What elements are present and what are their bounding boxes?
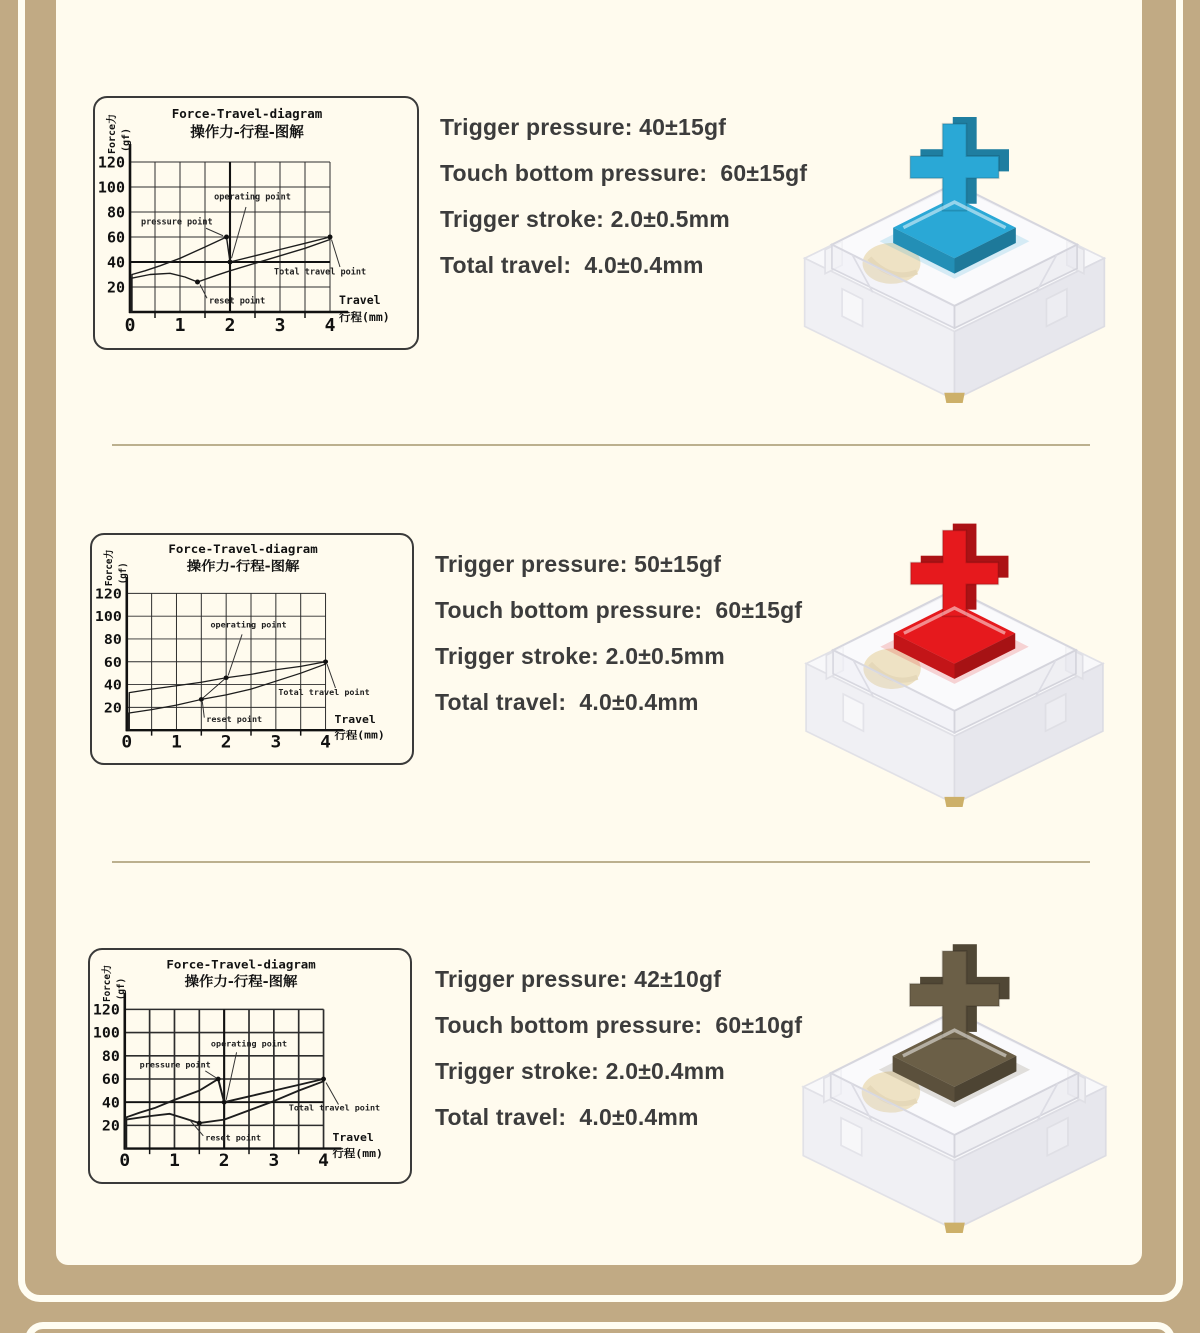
svg-text:操作力-行程-图解: 操作力-行程-图解	[184, 974, 298, 991]
svg-text:1: 1	[169, 1151, 180, 1172]
force-travel-diagram-svg	[90, 950, 410, 1182]
svg-text:20: 20	[101, 1118, 120, 1135]
svg-text:reset point: reset point	[206, 714, 263, 725]
svg-text:2: 2	[220, 733, 232, 753]
total-travel-spec: Total travel: 4.0±0.4mm	[435, 689, 699, 715]
svg-text:2: 2	[224, 315, 236, 336]
svg-text:Total travel point: Total travel point	[288, 1102, 381, 1113]
trigger-pressure-spec: Trigger pressure: 42±10gf	[435, 966, 722, 992]
svg-text:60: 60	[101, 1072, 120, 1088]
svg-text:Total travel point: Total travel point	[274, 267, 367, 278]
svg-text:(gf): (gf)	[121, 127, 132, 153]
svg-text:0: 0	[121, 733, 133, 753]
svg-text:3: 3	[274, 315, 286, 336]
touch-bottom-pressure-spec: Touch bottom pressure: 60±10gf	[435, 1012, 803, 1038]
svg-text:0: 0	[124, 315, 136, 336]
force-travel-diagram-svg	[95, 98, 417, 348]
svg-text:Travel: Travel	[332, 1131, 374, 1145]
brown-switch-image	[782, 915, 1127, 1233]
total-travel-spec: Total travel: 4.0±0.4mm	[440, 252, 704, 278]
svg-text:Force力: Force力	[107, 113, 118, 155]
svg-text:Force-Travel-diagram: Force-Travel-diagram	[166, 957, 316, 972]
svg-text:Force-Travel-diagram: Force-Travel-diagram	[168, 542, 318, 557]
red-switch-image	[782, 495, 1127, 807]
svg-text:(gf): (gf)	[115, 977, 127, 1001]
svg-text:Force力: Force力	[101, 964, 113, 1003]
svg-text:1: 1	[171, 733, 182, 753]
svg-text:2: 2	[218, 1151, 230, 1172]
blue-switch-image	[782, 88, 1127, 403]
spec-list-blue	[440, 112, 807, 281]
svg-text:40: 40	[106, 253, 125, 272]
svg-text:行程(mm): 行程(mm)	[332, 1147, 383, 1160]
svg-text:120: 120	[94, 586, 122, 603]
svg-text:3: 3	[268, 1151, 280, 1172]
svg-text:Travel: Travel	[339, 293, 381, 307]
svg-text:40: 40	[103, 678, 122, 694]
trigger-pressure-spec: Trigger pressure: 50±15gf	[435, 551, 722, 577]
trigger-stroke-spec: Trigger stroke: 2.0±0.4mm	[435, 1058, 725, 1084]
trigger-stroke-spec: Trigger stroke: 2.0±0.5mm	[435, 643, 725, 669]
force-travel-diagram-svg	[92, 535, 412, 763]
trigger-stroke-spec: Trigger stroke: 2.0±0.5mm	[440, 206, 730, 232]
touch-bottom-pressure-spec: Touch bottom pressure: 60±15gf	[440, 160, 808, 186]
total-travel-spec: Total travel: 4.0±0.4mm	[435, 1104, 699, 1130]
svg-text:operating point: operating point	[210, 1038, 288, 1049]
svg-text:1: 1	[174, 315, 186, 336]
section-divider	[112, 444, 1090, 446]
svg-text:Force力: Force力	[103, 549, 116, 587]
svg-text:60: 60	[103, 655, 122, 671]
svg-text:4: 4	[324, 315, 336, 336]
svg-text:4: 4	[318, 1151, 329, 1172]
svg-text:reset point: reset point	[205, 1132, 262, 1143]
force-travel-chart-blue	[93, 96, 419, 350]
svg-text:60: 60	[106, 228, 125, 247]
svg-text:Force-Travel-diagram: Force-Travel-diagram	[171, 106, 323, 121]
next-panel-outline	[25, 1322, 1175, 1333]
svg-text:reset point: reset point	[209, 296, 266, 307]
trigger-pressure-spec: Trigger pressure: 40±15gf	[440, 114, 727, 140]
svg-text:Travel: Travel	[334, 713, 376, 726]
svg-text:Total travel point: Total travel point	[278, 687, 370, 697]
svg-text:(gf): (gf)	[117, 562, 129, 585]
svg-text:120: 120	[92, 1002, 120, 1019]
svg-text:20: 20	[103, 700, 122, 717]
svg-text:操作力-行程-图解: 操作力-行程-图解	[190, 125, 304, 141]
force-travel-chart-brown	[88, 948, 412, 1184]
switch-render	[782, 915, 1127, 1233]
switch-pin	[944, 797, 964, 807]
svg-text:operating point: operating point	[214, 192, 291, 203]
touch-bottom-pressure-spec: Touch bottom pressure: 60±15gf	[435, 597, 803, 623]
svg-text:20: 20	[106, 278, 125, 297]
svg-text:pressure point: pressure point	[141, 217, 213, 228]
svg-text:80: 80	[103, 632, 122, 648]
switch-pin	[944, 393, 964, 403]
switch-render	[782, 88, 1127, 403]
svg-text:120: 120	[97, 153, 125, 172]
svg-text:行程(mm): 行程(mm)	[334, 728, 385, 742]
spec-list-brown	[435, 964, 802, 1133]
spec-list-red	[435, 549, 802, 718]
svg-text:100: 100	[97, 178, 125, 197]
svg-text:3: 3	[270, 733, 282, 753]
section-divider	[112, 861, 1090, 863]
svg-text:100: 100	[92, 1026, 120, 1042]
svg-text:0: 0	[119, 1151, 131, 1172]
switch-render	[782, 495, 1127, 807]
svg-text:操作力-行程-图解: 操作力-行程-图解	[186, 559, 300, 575]
svg-text:行程(mm): 行程(mm)	[339, 310, 390, 324]
svg-text:pressure point: pressure point	[139, 1059, 211, 1070]
svg-text:100: 100	[94, 609, 122, 626]
svg-text:80: 80	[106, 203, 125, 222]
svg-text:4: 4	[320, 733, 331, 753]
svg-text:operating point: operating point	[210, 619, 287, 630]
svg-text:40: 40	[101, 1095, 120, 1112]
switch-pin	[944, 1223, 965, 1233]
force-travel-chart-red	[90, 533, 414, 765]
svg-text:80: 80	[101, 1049, 120, 1065]
